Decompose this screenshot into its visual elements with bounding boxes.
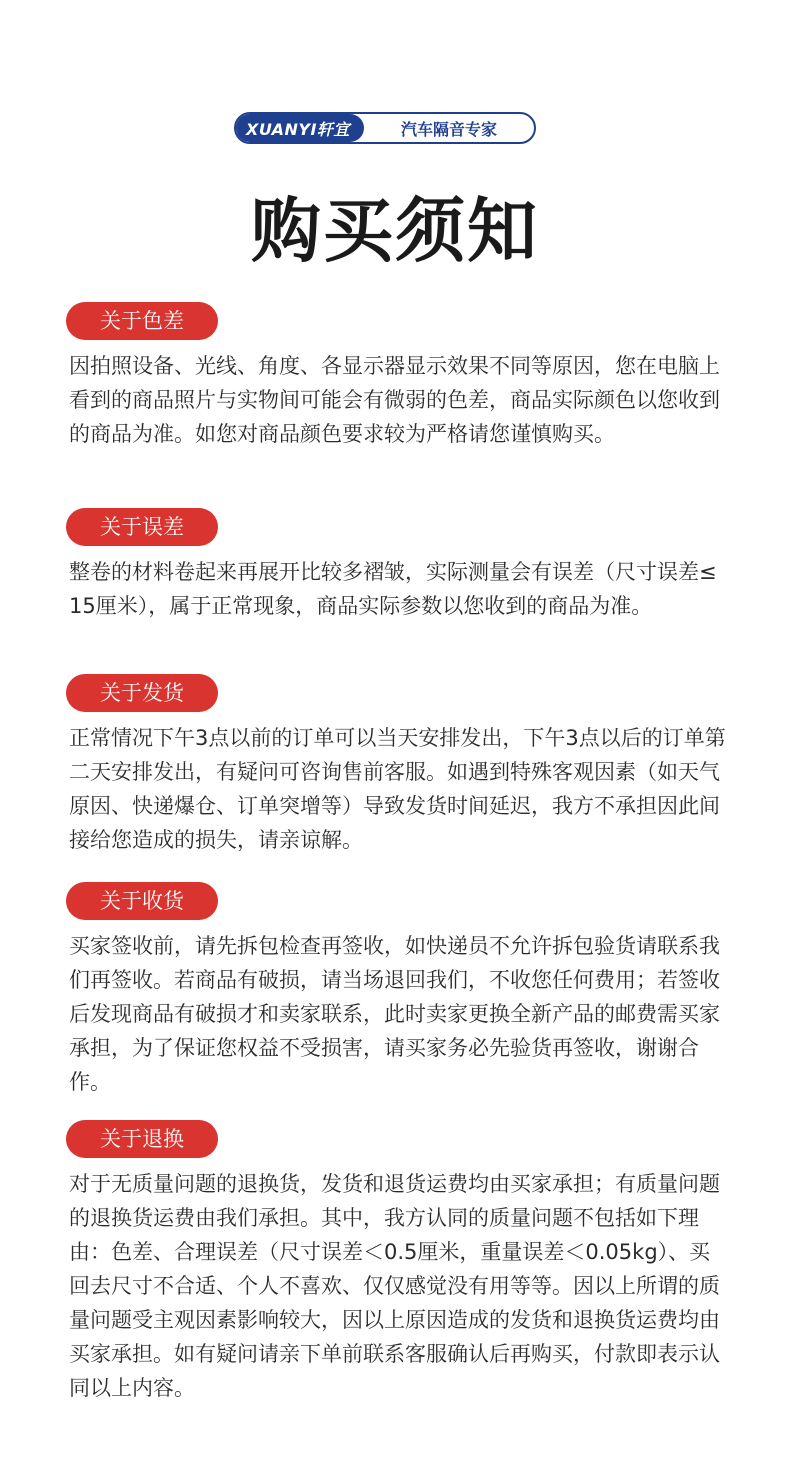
page-title: 购买须知: [251, 190, 539, 272]
section-body: 正常情况下午3点以前的订单可以当天安排发出，下午3点以后的订单第二天安排发出，有疑问可咨询售前客服。如遇到特殊客观因素（如天气原因、快递爆仓、订单突增等）导致发货时间延迟，我方不承担因此间接给您造成的损失，请亲谅解。: [69, 726, 726, 852]
brand-name: XUANYI轩宜: [236, 114, 364, 142]
section-heading-badge: 关于误差: [66, 508, 218, 546]
section-body: 对于无质量问题的退换货，发货和退货运费均由买家承担；有质量问题的退换货运费由我们承担。其中，我方认同的质量问题不包括如下理由：色差、合理误差（尺寸误差＜0.5厘米，重量误差＜0.05kg）、买回去尺寸不合适、个人不喜欢、仅仅感觉没有用等等。因以上所谓的质量问题受主观因素影响较大，因以上原因造成的发货和退换货运费均由买家承担。如有疑问请亲下单前联系客服确认后再购买，付款即表示认同以上内容。: [69, 1172, 720, 1400]
brand-logo: [234, 112, 536, 144]
section-body: 因拍照设备、光线、角度、各显示器显示效果不同等原因，您在电脑上看到的商品照片与实物间可能会有微弱的色差，商品实际颜色以您收到的商品为准。如您对商品颜色要求较为严格请您谨慎购买。: [69, 354, 720, 446]
section-body: 买家签收前，请先拆包检查再签收，如快递员不允许拆包验货请联系我们再签收。若商品有破损，请当场退回我们，不收您任何费用；若签收后发现商品有破损才和卖家联系，此时卖家更换全新产品的邮费需买家承担，为了保证您权益不受损害，请买家务必先验货再签收，谢谢合作。: [69, 934, 720, 1094]
section-heading-badge: 关于色差: [66, 302, 218, 340]
section-heading-badge: 关于发货: [66, 674, 218, 712]
section-heading-badge: 关于收货: [66, 882, 218, 920]
section-body: 整卷的材料卷起来再展开比较多褶皱，实际测量会有误差（尺寸误差≤15厘米），属于正常现象，商品实际参数以您收到的商品为准。: [69, 560, 717, 618]
section-heading-badge: 关于退换: [66, 1120, 218, 1158]
brand-tagline: 汽车隔音专家: [400, 119, 497, 139]
